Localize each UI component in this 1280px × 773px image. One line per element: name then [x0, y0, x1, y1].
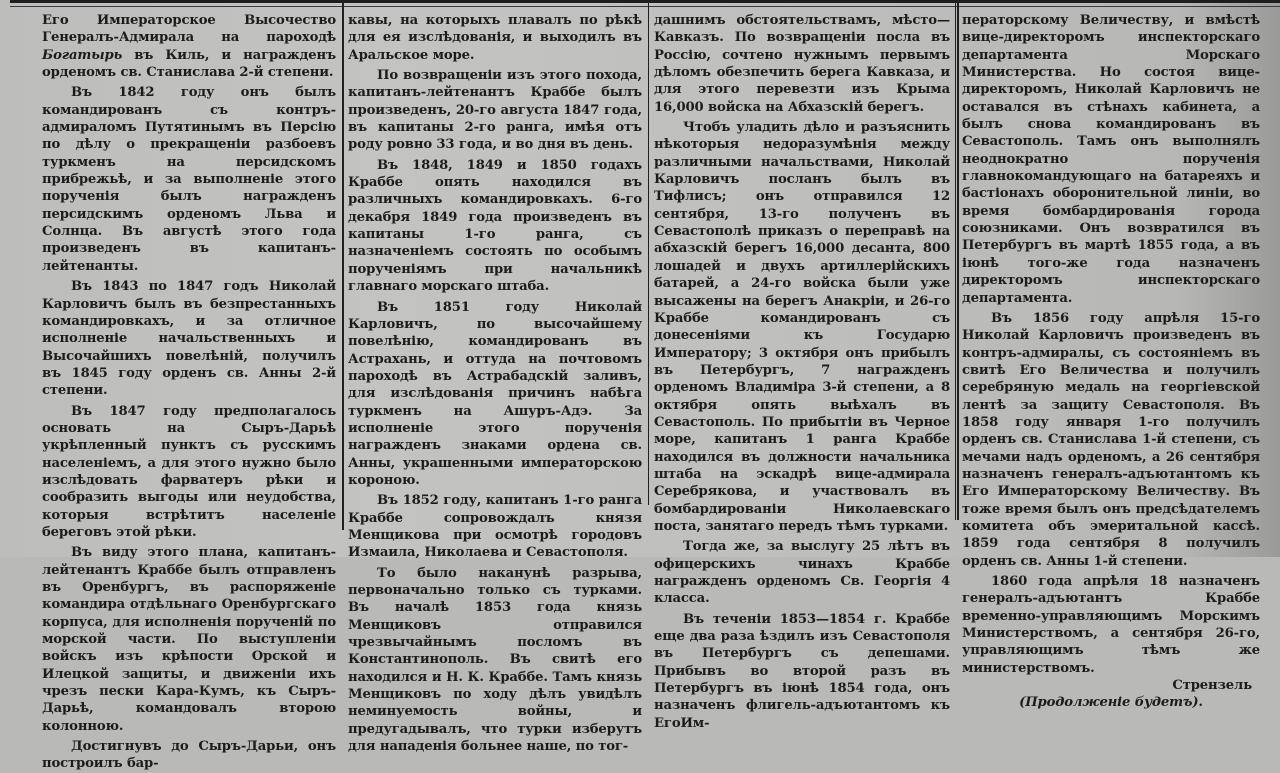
column-separator	[648, 0, 649, 505]
paragraph: Тогда же, за выслугу 25 лѣтъ въ офицерскихъ чинахъ Краббе награжденъ орденомъ Св. Георгія 4 класса.	[654, 539, 950, 607]
paragraph: кавы, на которыхъ плавалъ по рѣкѣ для ея изслѣдованія, и выходилъ въ Аральское море.	[348, 13, 642, 63]
paragraph: 1860 года апрѣля 18 назначенъ генералъ-адъютантъ Краббе временно-управляющимъ Морскимъ Министерствомъ, а сентября 26-го, управляющимъ тѣмъ же министерствомъ.	[962, 574, 1260, 676]
column-separator	[955, 0, 956, 520]
paragraph: Въ теченіи 1853—1854 г. Краббе еще два раза ѣздилъ изъ Севастополя въ Петербургъ съ депешами. Прибывъ во второй разъ въ Петербургъ въ іюнѣ 1854 года, онъ назначенъ флигель-адъютантомъ къ ЕгоИм-	[654, 611, 950, 731]
continuation-note: (Продолженіе будетъ).	[1019, 695, 1203, 711]
paragraph: Въ 1843 по 1847 годъ Николай Карловичъ былъ въ безпрестанныхъ командировкахъ, и за отличное исполненіе начальственныхъ и Высочайшихъ повелѣній, получилъ въ 1845 году орденъ св. Анны 2-й степени.	[42, 279, 336, 399]
text-run: Его Императорское Высочество Генералъ-Адмирала на пароходѣ	[42, 13, 336, 46]
paragraph: дашнимъ обстоятельствамъ, мѣсто—Кавказъ. По возвращеніи посла въ Россію, сочтено нужнымъ первымъ дѣломъ обезпечить берега Кавказа, и для этого перевезти изъ Крыма 16,000 войска на Абхазскій берегъ.	[654, 13, 950, 115]
author-signature: Стрензель	[1172, 678, 1252, 694]
column-separator	[342, 0, 344, 530]
paragraph: Въ 1848, 1849 и 1850 годахъ Краббе опять находился въ различныхъ командировкахъ. 6-го декабря 1849 года произведенъ въ капитаны 1-го ранга, съ назначеніемъ состоять по особымъ порученіямъ при начальникѣ главнаго морскаго штаба.	[348, 157, 642, 295]
text-run: въ Киль, и награжденъ орденомъ св. Станислава 2-й степени.	[42, 47, 336, 81]
paragraph: Въ 1847 году предполагалось основать на Сыръ-Дарьѣ укрѣпленный пунктъ съ русскимъ населеніемъ, а для этого нужно было изслѣдовать фарватеръ рѣки и сообразить выгоды или неудобства, которыя встрѣтитъ населеніе береговъ этой рѣки.	[42, 403, 336, 540]
paragraph: По возвращеніи изъ этого похода, капитанъ-лейтенантъ Краббе былъ произведенъ, 20-го августа 1847 года, въ капитаны 2-го ранга, имѣя отъ роду ровно 33 года, и во дня въ день.	[348, 68, 642, 153]
paragraph: Достигнувъ до Сыръ-Дарьи, онъ построилъ бар-	[42, 739, 336, 772]
paragraph: Чтобъ уладить дѣло и разъяснить нѣкоторыя недоразумѣнія между различными начальствами, Николай Карловичъ посланъ былъ въ Тифлисъ; онъ отправился 12 сентября, 13-го полученъ въ Севастополѣ приказъ о переправѣ на абхазскій берегъ 16,000 десанта, 800 лошадей и двухъ артиллерійскихъ батарей, а 24-го войска были уже высажены на берегъ Анакріи, и 26-го Краббе командированъ съ донесеніями къ Государю Императору; 3 октября онъ прибылъ въ Петербургъ, 7 награжденъ орденомъ Владиміра 3-й степени, а 8 октября опять выѣхалъ въ Севастополь. По прибытіи въ Черное море, капитанъ 1 ранга Краббе находился въ должности начальника штаба на эскадрѣ вице-адмирала Серебрякова, и участвовалъ въ бомбардированіи Николаевскаго поста, занятаго передъ тѣмъ турками.	[654, 120, 950, 534]
column-3	[654, 12, 950, 732]
column-1	[42, 12, 336, 773]
paragraph: Въ 1851 году Николай Карловичъ, по высочайшему повелѣнію, командированъ въ Астрахань, и оттуда на почтовомъ пароходѣ въ Астрабадскій заливъ, для изслѣдованія причинъ набѣга туркменъ на Ашуръ-Адэ. За исполненіе этого порученія награжденъ знаками ордена св. Анны, украшенными императорскою короною.	[348, 299, 642, 488]
paragraph: Въ 1852 году, капитанъ 1-го ранга Краббе сопровождалъ князя Менщикова при осмотрѣ городовъ Измаила, Николаева и Севастополя.	[348, 493, 642, 561]
top-rule-thin	[10, 6, 1280, 7]
top-rule	[10, 0, 1280, 3]
column-2	[348, 12, 642, 755]
paragraph: Въ виду этого плана, капитанъ-лейтенантъ Краббе былъ отправленъ въ Оренбургъ, въ распоряженіе командира отдѣльнаго Оренбургскаго корпуса, для исполненія порученій по морской части. По выступленіи войскъ изъ крѣпости Орской и Илецкой защиты, и движеніи ихъ чрезъ пески Кара-Кумъ, къ Сыръ-Дарьѣ, командовалъ второю колонною.	[42, 545, 336, 734]
paragraph	[42, 12, 336, 81]
ship-name: Богатырь	[42, 47, 123, 63]
paragraph: То было наканунѣ разрыва, первоначально только съ турками. Въ началѣ 1853 года князь Менщиковъ отправился чрезвычайнымъ посломъ въ Константинополь. Въ свитѣ его находился и Н. К. Краббе. Тамъ князь Менщиковъ по ходу дѣлъ увидѣлъ неминуемость войны, и предугадывалъ, что турки изберутъ для нападенія больнее наше, по тог-	[348, 565, 642, 755]
paragraph: Въ 1842 году онъ былъ командированъ съ контръ-адмираломъ Путятинымъ въ Персію по дѣлу о прекращеніи разбоевъ туркменъ на персидскомъ прибрежьѣ, и за выполненіе этого порученія былъ награжденъ персидскимъ орденомъ Льва и Солнца. Въ августѣ этого года произведенъ въ капитанъ-лейтенанты.	[42, 85, 336, 274]
column-separator	[957, 0, 959, 520]
paragraph: ператорскому Величеству, и вмѣстѣ вице-директоромъ инспекторскаго департамента Морскаго Министерства. Но состоя вице-директоромъ, Николай Карловичъ не оставался въ стѣнахъ кабинета, а былъ снова командированъ въ Севастополь. Тамъ онъ выполнялъ неоднократно порученія главнокомандующаго на батареяхъ и бастіонахъ оборонительной линіи, во время бомбардированія города союзниками. Онъ возвратился въ Петербургъ въ мартѣ 1855 года, а въ іюнѣ того-же года назначенъ директоромъ инспекторскаго департамента.	[962, 13, 1260, 306]
paragraph: Въ 1856 году апрѣля 15-го Николай Карловичъ произведенъ въ контръ-адмиралы, съ состояніемъ въ свитѣ Его Величества и получилъ серебряную медаль на георгіевской лентѣ за защиту Севастополя. Въ 1858 году января 1-го получилъ орденъ св. Станислава 1-й степени, съ мечами надъ орденомъ, а 26 сентября назначенъ генералъ-адъютантомъ къ Его Императорскому Величеству. Въ тоже время былъ онъ предсѣдателемъ комитета объ эмеритальной кассѣ. 1859 года сентября 8 получилъ орденъ св. Анны 1-й степени.	[962, 310, 1260, 569]
column-4	[962, 12, 1260, 712]
